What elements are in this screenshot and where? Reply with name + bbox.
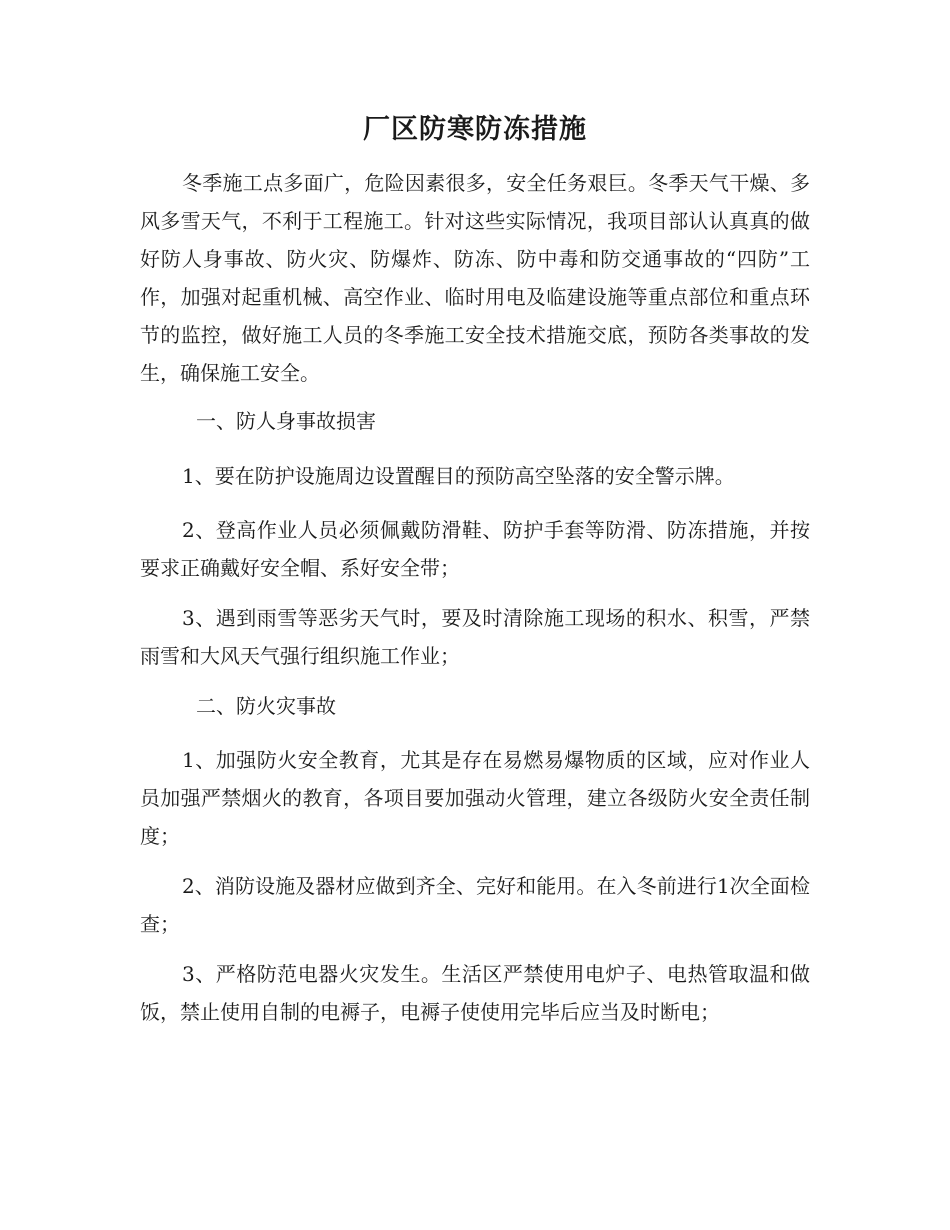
section2-item-1: 1、加强防火安全教育，尤其是存在易燃易爆物质的区域，应对作业人员加强严禁烟火的教育，各项目要加强动火管理，建立各级防火安全责任制度； (140, 748, 810, 848)
section2-item-2: 2、消防设施及器材应做到齐全、完好和能用。在入冬前进行1次全面检查； (140, 874, 810, 936)
section1-item-1: 1、要在防护设施周边设置醒目的预防高空坠落的安全警示牌。 (182, 464, 735, 488)
section1-item-2: 2、登高作业人员必须佩戴防滑鞋、防护手套等防滑、防冻措施，并按要求正确戴好安全帽、系好安全带； (140, 518, 810, 580)
intro-paragraph: 冬季施工点多面广，危险因素很多，安全任务艰巨。冬季天气干燥、多风多雪天气，不利于工程施工。针对这些实际情况，我项目部认认真真的做好防人身事故、防火灾、防爆炸、防冻、防中毒和防交通事故的“四防”工作，加强对起重机械、高空作业、临时用电及临建设施等重点部位和重点环节的监控，做好施工人员的冬季施工安全技术措施交底，预防各类事故的发生，确保施工安全。 (140, 171, 810, 385)
section-heading-personal-injury: 一、防人身事故损害 (196, 409, 376, 433)
section-heading-fire: 二、防火灾事故 (196, 694, 336, 718)
document-title: 厂区防寒防冻措施 (363, 114, 587, 145)
section2-item-3: 3、严格防范电器火灾发生。生活区严禁使用电炉子、电热管取温和做饭，禁止使用自制的电褥子，电褥子使使用完毕后应当及时断电； (140, 962, 810, 1024)
section1-item-3: 3、遇到雨雪等恶劣天气时，要及时清除施工现场的积水、积雪，严禁雨雪和大风天气强行组织施工作业； (140, 606, 810, 668)
